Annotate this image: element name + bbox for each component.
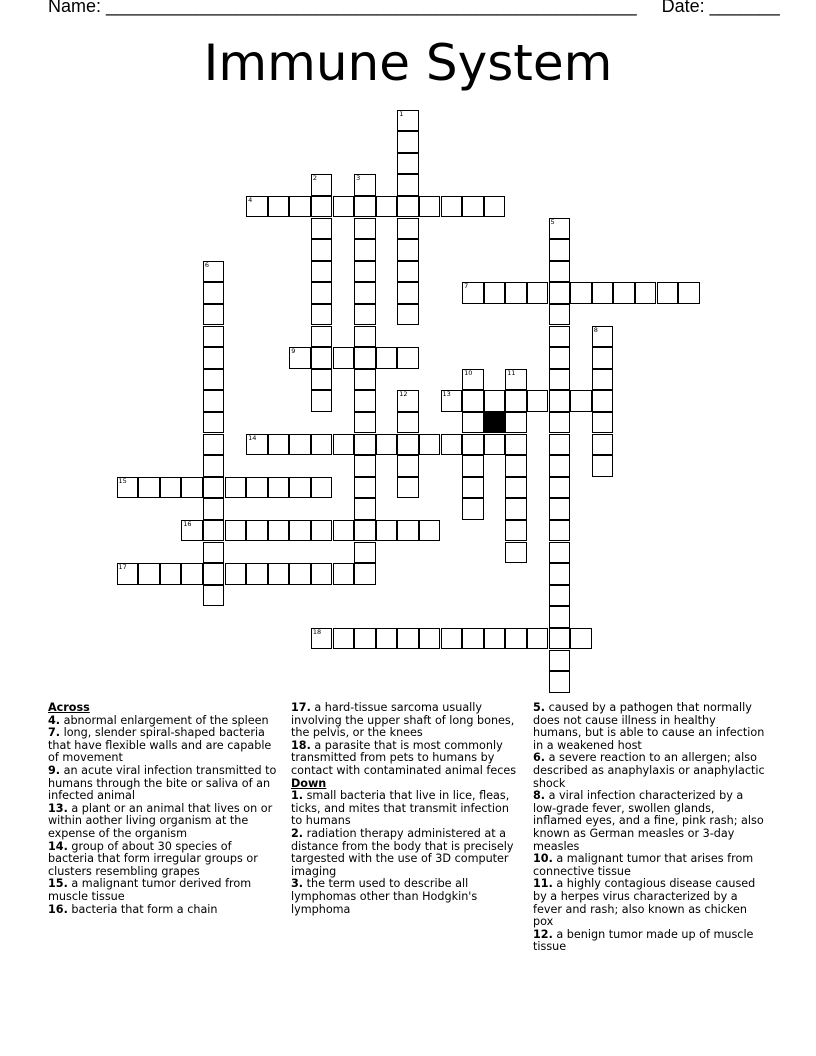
- cell-number: 16: [183, 519, 192, 528]
- crossword-cell[interactable]: [462, 412, 484, 434]
- crossword-cell[interactable]: [354, 455, 376, 477]
- clue-text: a severe reaction to an allergen; also described as anaphylaxis or anaphylactic shock: [533, 751, 765, 790]
- clue-number: 16.: [48, 902, 68, 916]
- crossword-cell[interactable]: [354, 261, 376, 283]
- crossword-cell[interactable]: [549, 282, 571, 304]
- crossword-cell[interactable]: [462, 498, 484, 520]
- clue-text: small bacteria that live in lice, fleas, ticks, and mites that transmit infection to humans: [291, 789, 510, 828]
- crossword-cell[interactable]: [246, 520, 268, 542]
- crossword-cell[interactable]: [354, 628, 376, 650]
- crossword-cell[interactable]: [203, 390, 225, 412]
- crossword-cell[interactable]: [311, 326, 333, 348]
- crossword-cell[interactable]: [549, 606, 571, 628]
- crossword-cell[interactable]: [268, 477, 290, 499]
- crossword-cell[interactable]: [203, 304, 225, 326]
- crossword-cell[interactable]: [397, 196, 419, 218]
- crossword-cell[interactable]: [354, 563, 376, 585]
- cell-number: 5: [550, 217, 555, 226]
- cell-number: 1: [399, 109, 404, 118]
- clue-item: [533, 853, 765, 878]
- crossword-cell[interactable]: [268, 434, 290, 456]
- crossword-cell[interactable]: [505, 520, 527, 542]
- crossword-cell[interactable]: [397, 261, 419, 283]
- crossword-cell[interactable]: [117, 477, 139, 499]
- crossword-cell[interactable]: [549, 628, 571, 650]
- clue-item: [291, 790, 523, 828]
- crossword-cell[interactable]: [354, 304, 376, 326]
- crossword-cell[interactable]: [549, 218, 571, 240]
- crossword-cell[interactable]: [592, 347, 614, 369]
- across-heading: Across: [48, 701, 90, 714]
- down-clue-list-cont: [533, 702, 765, 954]
- crossword-cell[interactable]: [268, 520, 290, 542]
- crossword-cell[interactable]: [138, 477, 160, 499]
- clue-text: a benign tumor made up of muscle tissue: [533, 927, 754, 954]
- crossword-cell[interactable]: [549, 347, 571, 369]
- crossword-cell[interactable]: [203, 261, 225, 283]
- crossword-cell[interactable]: [225, 563, 247, 585]
- cell-number: 7: [464, 282, 469, 291]
- clue-text: abnormal enlargement of the spleen: [60, 713, 269, 727]
- crossword-cell[interactable]: [505, 282, 527, 304]
- clue-text: a malignant tumor derived from muscle tissue: [48, 877, 252, 903]
- crossword-cell[interactable]: [354, 390, 376, 412]
- clue-text: a viral infection characterized by a low-grade fever, swollen glands, inflamed eyes, and a fine, pink rash; also known as German measles or 3-day measles: [533, 789, 764, 853]
- crossword-cell[interactable]: [441, 390, 463, 412]
- clue-text: bacteria that form a chain: [67, 902, 218, 916]
- clue-number: 1.: [291, 789, 304, 803]
- crossword-cell[interactable]: [505, 390, 527, 412]
- clue-item: [533, 929, 765, 954]
- crossword-cell[interactable]: [289, 563, 311, 585]
- crossword-cell[interactable]: [462, 477, 484, 499]
- crossword-cell[interactable]: [462, 282, 484, 304]
- cell-number: 15: [118, 476, 127, 485]
- crossword-cell[interactable]: [354, 347, 376, 369]
- crossword-cell[interactable]: [311, 628, 333, 650]
- crossword-cell[interactable]: [505, 542, 527, 564]
- clue-text: the term used to describe all lymphomas other than Hodgkin's lymphoma: [291, 877, 478, 916]
- crossword-cell[interactable]: [484, 196, 506, 218]
- crossword-cell[interactable]: [505, 455, 527, 477]
- crossword-cell[interactable]: [592, 369, 614, 391]
- clue-number: 3.: [291, 877, 304, 891]
- crossword-cell[interactable]: [592, 434, 614, 456]
- clue-item: [291, 740, 523, 778]
- clue-number: 8.: [533, 789, 546, 803]
- clue-number: 18.: [291, 738, 311, 752]
- crossword-cell[interactable]: [203, 563, 225, 585]
- crossword-cell[interactable]: [592, 282, 614, 304]
- crossword-cell[interactable]: [311, 304, 333, 326]
- crossword-cell[interactable]: [397, 218, 419, 240]
- crossword-cell[interactable]: [203, 520, 225, 542]
- crossword-cell[interactable]: [549, 477, 571, 499]
- crossword-cell[interactable]: [203, 369, 225, 391]
- crossword-cell[interactable]: [289, 477, 311, 499]
- crossword-cell[interactable]: [462, 369, 484, 391]
- crossword-cell[interactable]: [462, 434, 484, 456]
- crossword-cell[interactable]: [527, 282, 549, 304]
- page-title: Immune System: [203, 34, 613, 92]
- clue-column-2: [291, 702, 523, 916]
- crossword-cell[interactable]: [549, 390, 571, 412]
- crossword-cell[interactable]: [311, 261, 333, 283]
- clue-item: [48, 765, 280, 803]
- crossword-cell[interactable]: [376, 628, 398, 650]
- crossword-cell[interactable]: [484, 628, 506, 650]
- crossword-cell[interactable]: [333, 434, 355, 456]
- crossword-cell[interactable]: [505, 434, 527, 456]
- crossword-cell[interactable]: [203, 326, 225, 348]
- crossword-cell[interactable]: [441, 434, 463, 456]
- crossword-cell[interactable]: [549, 412, 571, 434]
- crossword-cell[interactable]: [246, 196, 268, 218]
- crossword-cell[interactable]: [138, 563, 160, 585]
- crossword-cell[interactable]: [549, 326, 571, 348]
- crossword-cell[interactable]: [549, 498, 571, 520]
- clue-column-1: [48, 702, 280, 916]
- crossword-cell[interactable]: [419, 628, 441, 650]
- crossword-cell[interactable]: [354, 282, 376, 304]
- crossword-cell[interactable]: [246, 477, 268, 499]
- crossword-cell[interactable]: [397, 390, 419, 412]
- crossword-cell[interactable]: [397, 174, 419, 196]
- crossword-cell[interactable]: [376, 520, 398, 542]
- clue-number: 6.: [533, 751, 546, 765]
- clue-text: a malignant tumor that arises from connective tissue: [533, 852, 754, 878]
- clue-number: 15.: [48, 877, 68, 891]
- crossword-cell[interactable]: [549, 261, 571, 283]
- crossword-cell[interactable]: [311, 196, 333, 218]
- crossword-cell[interactable]: [484, 390, 506, 412]
- clue-number: 4.: [48, 713, 61, 727]
- crossword-cell[interactable]: [203, 585, 225, 607]
- clue-item: [533, 752, 765, 790]
- across-clue-list-cont: [291, 702, 523, 778]
- crossword-cell[interactable]: [117, 563, 139, 585]
- down-heading: Down: [291, 776, 327, 790]
- crossword-cell[interactable]: [462, 628, 484, 650]
- crossword-cell[interactable]: [592, 412, 614, 434]
- crossword-cell[interactable]: [333, 196, 355, 218]
- across-clue-list: [48, 715, 280, 917]
- crossword-cell[interactable]: [354, 218, 376, 240]
- crossword-cell[interactable]: [311, 477, 333, 499]
- cell-number: 13: [442, 390, 451, 399]
- crossword-cell[interactable]: [160, 563, 182, 585]
- crossword-cell[interactable]: [462, 196, 484, 218]
- crossword-cell[interactable]: [354, 520, 376, 542]
- clue-item: [48, 803, 280, 841]
- crossword-cell[interactable]: [613, 282, 635, 304]
- crossword-cell[interactable]: [397, 520, 419, 542]
- crossword-cell[interactable]: [203, 282, 225, 304]
- crossword-cell[interactable]: [311, 239, 333, 261]
- clue-item: [291, 828, 523, 878]
- crossword-cell[interactable]: [181, 563, 203, 585]
- crossword-cell[interactable]: [505, 369, 527, 391]
- crossword-cell[interactable]: [376, 196, 398, 218]
- crossword-cell[interactable]: [462, 390, 484, 412]
- down-clue-list: [291, 790, 523, 916]
- crossword-cell[interactable]: [311, 282, 333, 304]
- crossword-cell[interactable]: [397, 282, 419, 304]
- clue-number: 9.: [48, 763, 61, 777]
- clue-text: caused by a pathogen that normally does not cause illness in healthy humans, but is able to cause an infection in a weakened host: [533, 701, 765, 752]
- crossword-cell[interactable]: [203, 347, 225, 369]
- clue-column-3: [533, 702, 765, 954]
- crossword-cell[interactable]: [246, 563, 268, 585]
- crossword-cell[interactable]: [397, 477, 419, 499]
- crossword-cell[interactable]: [311, 563, 333, 585]
- clue-number: 13.: [48, 801, 68, 815]
- crossword-cell[interactable]: [570, 282, 592, 304]
- crossword-cell[interactable]: [333, 520, 355, 542]
- cell-number: 9: [291, 347, 296, 356]
- crossword-cell[interactable]: [397, 239, 419, 261]
- crossword-cell[interactable]: [592, 455, 614, 477]
- crossword-cell[interactable]: [505, 477, 527, 499]
- crossword-cell[interactable]: [549, 671, 571, 693]
- crossword-cell[interactable]: [311, 347, 333, 369]
- cell-number: 12: [399, 390, 408, 399]
- clue-item: [291, 878, 523, 916]
- clue-number: 11.: [533, 877, 553, 891]
- crossword-cell[interactable]: [225, 520, 247, 542]
- cell-number: 4: [248, 195, 253, 204]
- crossword-cell[interactable]: [376, 347, 398, 369]
- clue-number: 2.: [291, 826, 304, 840]
- clue-text: an acute viral infection transmitted to humans through the bite or saliva of an infected animal: [48, 763, 277, 803]
- crossword-cell[interactable]: [333, 628, 355, 650]
- crossword-cell[interactable]: [268, 196, 290, 218]
- crossword-cell[interactable]: [419, 520, 441, 542]
- crossword-cell[interactable]: [549, 542, 571, 564]
- clue-item: [533, 702, 765, 752]
- crossword-cell[interactable]: [333, 347, 355, 369]
- crossword-cell[interactable]: [203, 412, 225, 434]
- clue-text: radiation therapy administered at a distance from the body that is precisely targested with the use of 3D computer imaging: [291, 826, 514, 878]
- crossword-cell[interactable]: [397, 131, 419, 153]
- clue-text: group of about 30 species of bacteria that form irregular groups or clusters resembling grapes: [48, 839, 258, 878]
- crossword-cell[interactable]: [549, 239, 571, 261]
- crossword-cell[interactable]: [160, 477, 182, 499]
- crossword-cell[interactable]: [678, 282, 700, 304]
- cell-number: 18: [312, 627, 322, 636]
- crossword-cell[interactable]: [289, 434, 311, 456]
- clue-item: [533, 878, 765, 928]
- crossword-cell[interactable]: [397, 455, 419, 477]
- crossword-cell[interactable]: [333, 563, 355, 585]
- crossword-cell[interactable]: [419, 196, 441, 218]
- crossword-cell[interactable]: [505, 498, 527, 520]
- clue-item: [48, 878, 280, 903]
- crossword-cell[interactable]: [397, 347, 419, 369]
- crossword-cell[interactable]: [246, 434, 268, 456]
- crossword-cell[interactable]: [354, 369, 376, 391]
- crossword-cell[interactable]: [354, 498, 376, 520]
- clue-number: 7.: [48, 726, 61, 740]
- clue-text: a parasite that is most commonly transmitted from pets to humans by contact with contaminated animal feces: [291, 738, 517, 777]
- crossword-cell[interactable]: [397, 628, 419, 650]
- crossword-cell[interactable]: [181, 520, 203, 542]
- clue-number: 5.: [533, 701, 546, 714]
- clue-item: [48, 904, 280, 917]
- crossword-cell[interactable]: [203, 498, 225, 520]
- crossword-cell[interactable]: [311, 174, 333, 196]
- crossword-cell[interactable]: [289, 520, 311, 542]
- crossword-cell[interactable]: [527, 628, 549, 650]
- crossword-cell[interactable]: [505, 412, 527, 434]
- crossword-cell[interactable]: [549, 434, 571, 456]
- crossword-cell[interactable]: [289, 347, 311, 369]
- crossword-cell[interactable]: [549, 455, 571, 477]
- crossword-cell[interactable]: [484, 434, 506, 456]
- cell-number: 14: [248, 433, 257, 442]
- crossword-cell[interactable]: [354, 196, 376, 218]
- crossword-cell[interactable]: [376, 434, 398, 456]
- crossword-cell[interactable]: [549, 650, 571, 672]
- clue-number: 10.: [533, 852, 553, 866]
- clue-item: [48, 841, 280, 879]
- crossword-cell[interactable]: [203, 542, 225, 564]
- clue-item: [291, 702, 523, 740]
- crossword-cell[interactable]: [354, 326, 376, 348]
- cell-number: 17: [118, 563, 127, 572]
- crossword-cell[interactable]: [354, 542, 376, 564]
- crossword-cell[interactable]: [225, 477, 247, 499]
- crossword-cell[interactable]: [549, 369, 571, 391]
- crossword-cell[interactable]: [527, 390, 549, 412]
- crossword-cell[interactable]: [311, 520, 333, 542]
- clue-text: long, slender spiral-shaped bacteria that have flexible walls and are capable of movement: [48, 726, 272, 765]
- clue-item: [48, 727, 280, 765]
- crossword-cell[interactable]: [311, 390, 333, 412]
- cell-number: 2: [312, 174, 318, 183]
- crossword-cell[interactable]: [549, 563, 571, 585]
- cell-number: 3: [356, 174, 361, 183]
- crossword-cell[interactable]: [397, 304, 419, 326]
- cell-number: 6: [204, 260, 210, 269]
- cell-number: 11: [507, 368, 516, 377]
- crossword-cell[interactable]: [549, 585, 571, 607]
- crossword-cell[interactable]: [657, 282, 679, 304]
- clue-number: 12.: [533, 927, 553, 941]
- clue-item: [533, 790, 765, 853]
- name-label: Name: _____________________________________________________: [48, 0, 637, 16]
- crossword-cell[interactable]: [419, 434, 441, 456]
- crossword-cell[interactable]: [397, 153, 419, 175]
- crossword-cell[interactable]: [203, 477, 225, 499]
- crossword-cell[interactable]: [635, 282, 657, 304]
- crossword-cell[interactable]: [549, 304, 571, 326]
- crossword-cell[interactable]: [268, 563, 290, 585]
- crossword-cell[interactable]: [289, 196, 311, 218]
- blocked-cell: [484, 412, 506, 434]
- crossword-cell[interactable]: [397, 434, 419, 456]
- crossword-cell[interactable]: [354, 412, 376, 434]
- crossword-cell[interactable]: [354, 434, 376, 456]
- crossword-cell[interactable]: [441, 196, 463, 218]
- crossword-cell[interactable]: [462, 455, 484, 477]
- crossword-cell[interactable]: [549, 520, 571, 542]
- clue-text: a plant or an animal that lives on or within aother living organism at the expense of the organism: [48, 801, 273, 840]
- crossword-cell[interactable]: [570, 628, 592, 650]
- crossword-cell[interactable]: [397, 412, 419, 434]
- date-label: Date: _______: [661, 0, 780, 16]
- crossword-cell[interactable]: [354, 477, 376, 499]
- crossword-cell[interactable]: [203, 455, 225, 477]
- crossword-cell[interactable]: [311, 434, 333, 456]
- crossword-cell[interactable]: [505, 628, 527, 650]
- crossword-cell[interactable]: [592, 390, 614, 412]
- clue-number: 14.: [48, 839, 68, 853]
- crossword-cell[interactable]: [484, 282, 506, 304]
- crossword-cell[interactable]: [570, 390, 592, 412]
- crossword-cell[interactable]: [441, 628, 463, 650]
- crossword-cell[interactable]: [397, 110, 419, 132]
- cell-number: 8: [593, 325, 598, 334]
- crossword-cell[interactable]: [203, 434, 225, 456]
- crossword-cell[interactable]: [311, 218, 333, 240]
- crossword-cell[interactable]: [311, 369, 333, 391]
- crossword-cell[interactable]: [354, 174, 376, 196]
- cell-number: 10: [464, 368, 473, 377]
- crossword-cell[interactable]: [354, 239, 376, 261]
- clue-text: a hard-tissue sarcoma usually involving the upper shaft of long bones, the pelvis, or the knees: [291, 701, 515, 740]
- crossword-cell[interactable]: [592, 326, 614, 348]
- clue-text: a highly contagious disease caused by a herpes virus characterized by a fever and rash; also known as chicken pox: [533, 877, 756, 929]
- crossword-cell[interactable]: [181, 477, 203, 499]
- clue-number: 17.: [291, 701, 311, 714]
